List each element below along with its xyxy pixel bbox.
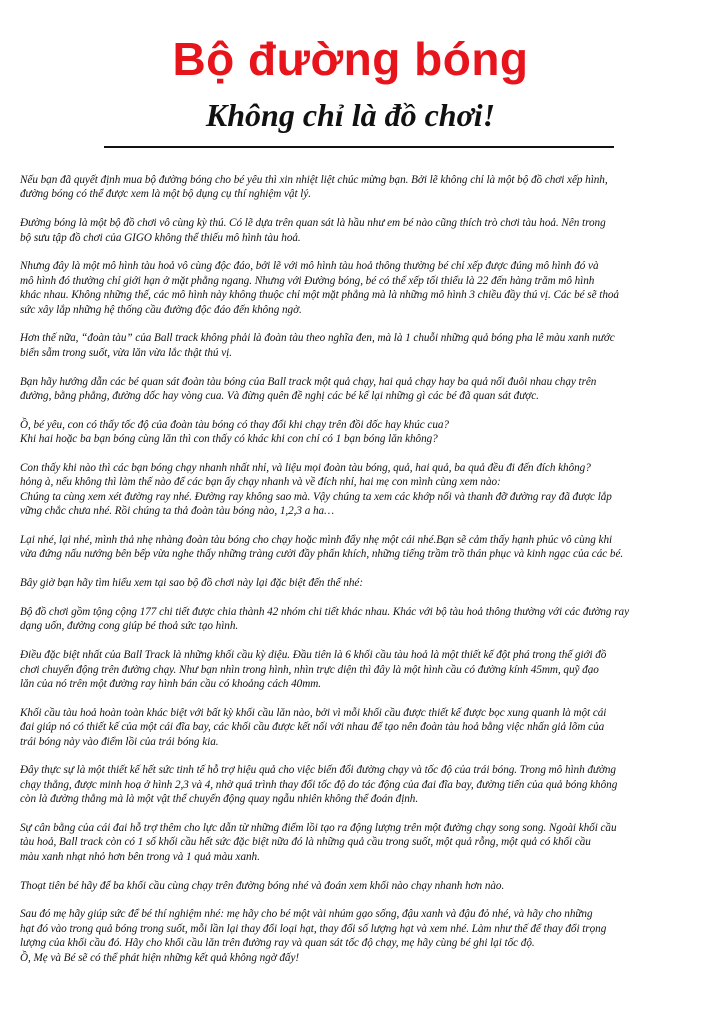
paragraph-line: đai giúp nó có thiết kế của một cái đĩa bay, các khối cầu được kết nối với nhau để tạo nên đoàn tàu hoả bằng việc nhấn giả lõm của — [20, 721, 605, 734]
paragraph-line: đường bóng có thể được xem là một bộ dụng cụ thí nghiệm vật lý. — [20, 188, 311, 201]
paragraph-line: dạng uốn, đường cong giúp bé thoả sức tạo hình. — [20, 620, 239, 633]
paragraph-line: Khi hai hoặc ba bạn bóng cùng lăn thì con thấy có khác khi con chỉ có 1 bạn bóng lăn không? — [20, 433, 438, 446]
paragraph-line: lượng của khối cầu đó. Hãy cho khối cầu lăn trên đường ray và quan sát tốc độ chạy, mẹ hãy cùng bé ghi lại tốc độ. — [20, 937, 535, 950]
paragraph-line: Chúng ta cùng xem xét đường ray nhé. Đường ray không sao mà. Vậy chúng ta xem các khớp nối và thanh đỡ đường ray đã được lắp — [20, 490, 612, 503]
paragraph — [20, 879, 696, 893]
paragraph-line: Bạn hãy hướng dẫn các bé quan sát đoàn tàu bóng của Ball track một quả chạy, hai quả chạy hay ba quả nối đuôi nhau chạy trên — [20, 375, 597, 388]
paragraph-line: trái bóng này vào điểm lồi của trái bóng kia. — [20, 735, 219, 748]
article-body — [20, 173, 696, 980]
paragraph — [20, 821, 696, 864]
paragraph — [20, 418, 696, 447]
paragraph-line: Sự cân bằng của cái đai hỗ trợ thêm cho lực dẫn từ những điểm lồi tạo ra động lượng trên một đường chạy song song. Ngoài khối cầu — [20, 822, 617, 835]
paragraph-line: Lại nhé, lại nhé, mình thả nhẹ nhàng đoàn tàu bóng cho chạy hoặc mình đẩy nhẹ một cái nhé.Bạn sẽ cảm thấy hạnh phúc vô cùng khi — [20, 534, 613, 547]
paragraph-line: Khối cầu tàu hoả hoàn toàn khác biệt với bất kỳ khối cầu lăn nào, bởi vì mỗi khối cầu được thiết kế được bọc xung quanh là một cái — [20, 706, 607, 719]
paragraph-line: hỏng à, nếu không thì làm thế nào để các bạn ấy chạy nhanh và về đích nhỉ, hai mẹ con mình cùng xem nào: — [20, 476, 501, 489]
paragraph — [20, 173, 696, 202]
paragraph-line: đường, bằng phẳng, đường dốc hay vòng cua. Và đừng quên đề nghị các bé kể lại những gì các bé đã quan sát được. — [20, 390, 539, 403]
paragraph-line: Ồ, Mẹ và Bé sẽ có thể phát hiện những kết quả không ngờ đấy! — [20, 951, 300, 964]
paragraph-line: hạt đó vào trong quả bóng trong suốt, mỗi lần lại thay đổi loại hạt, thay đổi số lượng hạt và xem nhé. Làm như thế để thay đổi trọng — [20, 922, 607, 935]
paragraph-line: bộ sưu tập đồ chơi của GIGO không thể thiếu mô hình tàu hoả. — [20, 231, 301, 244]
paragraph-line: Điều đặc biệt nhất của Ball Track là những khối cầu kỳ diệu. Đầu tiên là 6 khối cầu tàu hoả là một thiết kế đột phá trong thế giới đồ — [20, 649, 607, 662]
paragraph-line: biển sẫm trong suốt, vừa lăn vừa lắc thật thú vị. — [20, 346, 232, 359]
paragraph-line: Thoạt tiên bé hãy để ba khối cầu cùng chạy trên đường bóng nhé và đoán xem khối nào chạy nhanh hơn nào. — [20, 879, 505, 892]
page-title: Bộ đường bóng — [172, 33, 529, 85]
paragraph-line: Đây thực sự là một thiết kế hết sức tinh tế hỗ trợ hiệu quả cho việc biến đổi đường chạy và tốc độ của trái bóng. Trong mô hình đường — [20, 764, 616, 777]
paragraph-line: chơi chuyển động trên đường chạy. Như bạn nhìn trong hình, nhìn trực diện thì đây là một hình cầu có đường kính 45mm, quỹ đạo — [20, 663, 599, 676]
paragraph-line: sức xây lắp những hệ thống cầu đường độc đáo đến không ngờ. — [20, 303, 302, 316]
paragraph-line: Ồ, bé yêu, con có thấy tốc độ của đoàn tàu bóng có thay đổi khi chạy trên đồi dốc hay khúc cua? — [20, 418, 449, 431]
paragraph-line: khác nhau. Không những thế, các mô hình này không thuộc chỉ một mặt phẳng mà là những mô hình 3 chiều đầy thú vị. Các bé sẽ thoả — [20, 289, 619, 302]
paragraph-line: Bộ đồ chơi gồm tộng cộng 177 chi tiết được chia thành 42 nhóm chi tiết khác nhau. Khác với bộ tàu hoả thông thường với các đường ray — [20, 606, 629, 619]
paragraph — [20, 706, 696, 749]
paragraph-line: Con thấy khi nào thì các bạn bóng chạy nhanh nhất nhỉ, và liệu mọi đoàn tàu bóng, quả, hai quả, ba quả đều đi đến đích không? — [20, 462, 591, 475]
paragraph-line: vừa đứng nấu nướng bên bếp vừa nghe thấy những tràng cười đầy phấn khích, những tiếng trầm trồ thán phục và kinh ngạc của các bé. — [20, 548, 624, 561]
paragraph-line: mô hình đó thường chỉ giới hạn ở mặt phẳng ngang. Nhưng với Đường bóng, bé có thể xếp tối thiểu là 22 đến hàng trăm mô hình — [20, 274, 595, 287]
paragraph — [20, 375, 696, 404]
paragraph-line: Hơn thế nữa, “đoàn tàu” của Ball track không phải là đoàn tàu theo nghĩa đen, mà là 1 chuỗi những quả bóng pha lê màu xanh nước — [20, 332, 615, 345]
paragraph — [20, 461, 696, 519]
paragraph — [20, 259, 696, 317]
paragraph-line: chạy thẳng, được minh hoạ ở hình 2,3 và 4, nhờ quá trình thay đổi tốc độ do tác động của đai đĩa bay, đường tiến của quả bóng không — [20, 778, 618, 791]
paragraph-line: Nhưng đây là một mô hình tàu hoả vô cùng độc đáo, bởi lẽ với mô hình tàu hoả thông thường bé chỉ xếp được đúng mô hình đó và — [20, 260, 599, 273]
paragraph-line: màu xanh nhạt nhỏ hơn bên trong và 1 quả màu xanh. — [20, 850, 260, 863]
paragraph-line: Đường bóng là một bộ đồ chơi vô cùng kỳ thú. Có lẽ dựa trên quan sát là hầu như em bé nào cũng thích trò chơi tàu hoả. Nên trong — [20, 217, 606, 230]
paragraph-line: Sau đó mẹ hãy giúp sức để bé thí nghiệm nhé: mẹ hãy cho bé một vài nhúm gạo sống, đậu xanh và đậu đỏ nhé, và hãy cho những — [20, 908, 593, 921]
page-subtitle: Không chỉ là đồ chơi! — [205, 97, 496, 133]
paragraph — [20, 648, 696, 691]
paragraph — [20, 533, 696, 562]
paragraph-line: Nếu bạn đã quyết định mua bộ đường bóng cho bé yêu thì xin nhiệt liệt chúc mừng bạn. Bởi lẽ không chỉ là một bộ đồ chơi xếp hình, — [20, 174, 608, 186]
paragraph-line: lăn của nó trên một đường ray hình bán cầu có khoảng cách 40mm. — [20, 678, 321, 691]
paragraph — [20, 907, 696, 965]
paragraph-line: tàu hoả, Ball track còn có 1 số khối cầu hết sức đặc biệt nữa đó là những quả cầu trong suốt, một quả rỗng, một quả có khối cầu — [20, 836, 591, 849]
paragraph-line: còn là đường thẳng mà là một vật thể chuyển động quay ngẫu nhiên không thể đoán định. — [20, 793, 419, 806]
paragraph — [20, 331, 696, 360]
paragraph — [20, 605, 696, 634]
paragraph-line: Bây giờ bạn hãy tìm hiểu xem tại sao bộ đồ chơi này lại đặc biệt đến thế nhé: — [20, 577, 364, 590]
paragraph — [20, 216, 696, 245]
title-divider — [104, 146, 614, 148]
paragraph — [20, 576, 696, 590]
paragraph — [20, 763, 696, 806]
paragraph-line: vững chắc chưa nhé. Rồi chúng ta thả đoàn tàu bóng nào, 1,2,3 a ha… — [20, 505, 334, 518]
